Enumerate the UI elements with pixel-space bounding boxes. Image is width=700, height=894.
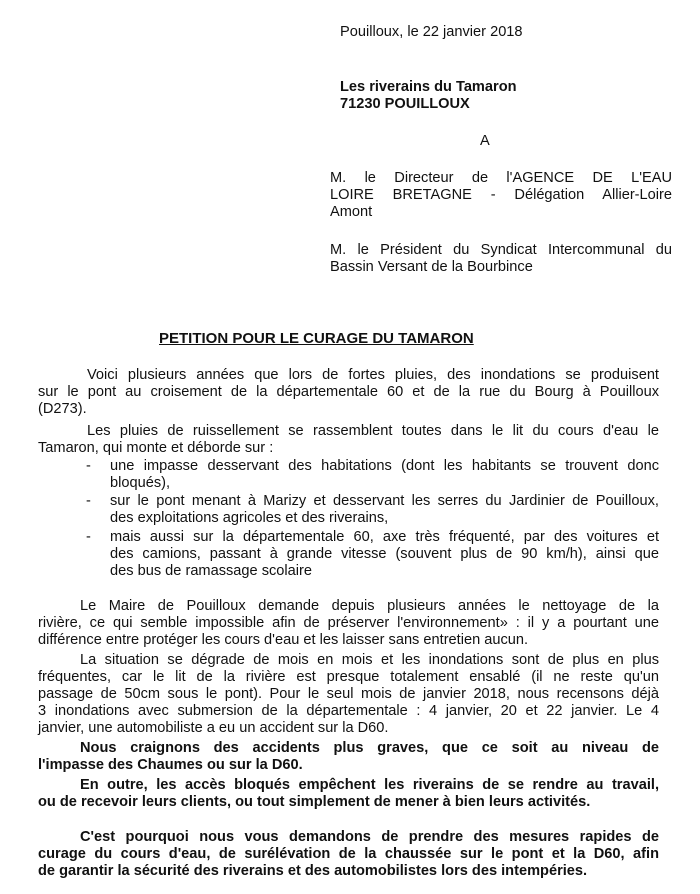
recipient-2-line-1: M. le Président du Syndicat Intercommunal du xyxy=(330,242,672,258)
para3-line-2: rivière, ce qui semble impossible afin de préserver l'environnement» : il y a pourtant une xyxy=(38,615,659,631)
para4-line-5: janvier, une automobiliste a eu un accident sur la D60. xyxy=(38,720,389,736)
recipient-1-line-2: LOIRE BRETAGNE - Délégation Allier-Loire xyxy=(330,187,672,203)
para2-line-1: Les pluies de ruissellement se rassemblent toutes dans le lit du cours d'eau le xyxy=(87,423,659,439)
page-title: PETITION POUR LE CURAGE DU TAMARON xyxy=(159,330,474,347)
bullet-3-line-3: des bus de ramassage scolaire xyxy=(110,563,312,579)
para4-line-2: fréquentes, car le lit de la rivière est presque totalement ensablé (il ne reste qu'un xyxy=(38,669,659,685)
para2-line-2: Tamaron, qui monte et déborde sur : xyxy=(38,440,274,456)
para4-line-4: 3 inondations avec submersion de la départementale : 4 janvier, 20 et 22 janvier. Le 4 xyxy=(38,703,659,719)
para1-line-3: (D273). xyxy=(38,401,87,417)
bullet-1-line-1: une impasse desservant des habitations (dont les habitants se trouvent donc xyxy=(110,458,659,474)
bullet-dash-1: - xyxy=(86,458,91,474)
to-marker: A xyxy=(480,133,490,149)
para3-line-3: différence entre protéger les cours d'eau et les laisser sans entretien aucun. xyxy=(38,632,529,648)
para5-line-2: l'impasse des Chaumes ou sur la D60. xyxy=(38,757,303,773)
place-date: Pouilloux, le 22 janvier 2018 xyxy=(340,24,523,40)
bullet-2-line-2: des exploitations agricoles et des riverains, xyxy=(110,510,389,526)
recipient-2-line-2: Bassin Versant de la Bourbince xyxy=(330,259,533,275)
para1-line-1: Voici plusieurs années que lors de fortes pluies, des inondations se produisent xyxy=(87,367,659,383)
para7-line-3: de garantir la sécurité des riverains et des automobilistes lors des intempéries. xyxy=(38,863,588,879)
bullet-3-line-2: des camions, passant à grande vitesse (souvent plus de 90 km/h), ainsi que xyxy=(110,546,659,562)
bullet-3-line-1: mais aussi sur la départementale 60, axe très fréquenté, par des voitures et xyxy=(110,529,659,545)
para6-line-1: En outre, les accès bloqués empêchent les riverains de se rendre au travail, xyxy=(80,777,659,793)
para4-line-3: passage de 50cm sous le pont). Pour le seul mois de janvier 2018, nous recensons déjà xyxy=(38,686,659,702)
sender-address: 71230 POUILLOUX xyxy=(340,96,470,112)
para7-line-1: C'est pourquoi nous vous demandons de prendre des mesures rapides de xyxy=(80,829,659,845)
para1-line-2: sur le pont au croisement de la départementale 60 et de la rue du Bourg à Pouilloux xyxy=(38,384,659,400)
bullet-1-line-2: bloqués), xyxy=(110,475,171,491)
bullet-dash-2: - xyxy=(86,493,91,509)
para5-line-1: Nous craignons des accidents plus graves, que ce soit au niveau de xyxy=(80,740,659,756)
sender-name: Les riverains du Tamaron xyxy=(340,79,517,95)
para3-line-1: Le Maire de Pouilloux demande depuis plusieurs années le nettoyage de la xyxy=(80,598,659,614)
recipient-1-line-3: Amont xyxy=(330,204,373,220)
bullet-2-line-1: sur le pont menant à Marizy et desservant les serres du Jardinier de Pouilloux, xyxy=(110,493,659,509)
para6-line-2: ou de recevoir leurs clients, ou tout simplement de mener à bien leurs activités. xyxy=(38,794,591,810)
para7-line-2: curage du cours d'eau, de surélévation de la chaussée sur le pont et la D60, afin xyxy=(38,846,659,862)
recipient-1-line-1: M. le Directeur de l'AGENCE DE L'EAU xyxy=(330,170,672,186)
para4-line-1: La situation se dégrade de mois en mois et les inondations sont de plus en plus xyxy=(80,652,659,668)
bullet-dash-3: - xyxy=(86,529,91,545)
